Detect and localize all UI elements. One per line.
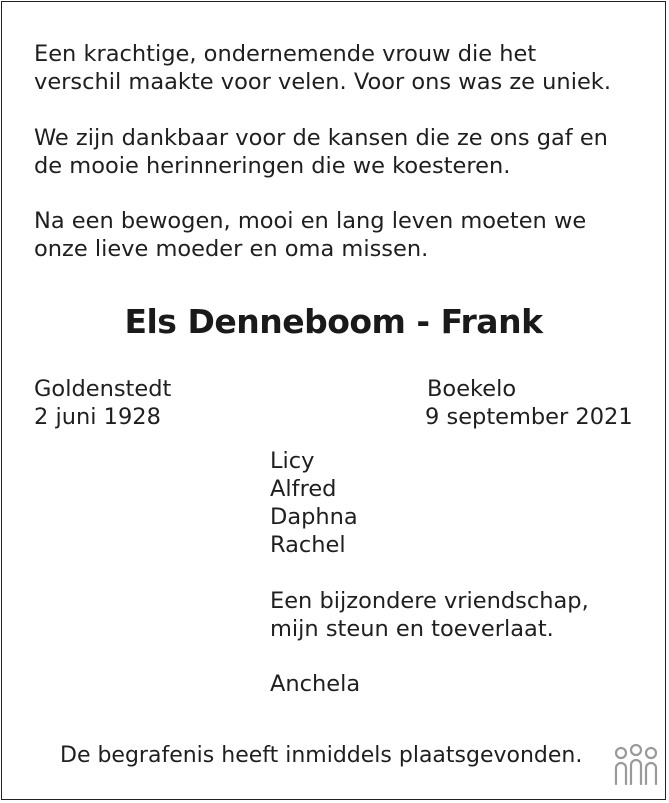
birth-place: Goldenstedt [34,376,172,402]
funeral-note: De begrafenis heeft inmiddels plaatsgevonden. [60,743,583,768]
family-member: Rachel [270,532,346,558]
death-date: 9 september 2021 [425,404,633,430]
intro-line: de mooie herinneringen die we koesteren. [34,153,511,179]
family-member: Licy [270,448,315,474]
friend-name: Anchela [270,671,361,697]
deceased-name: Els Denneboom - Frank [124,302,543,341]
intro-line: Een krachtige, ondernemende vrouw die het [34,41,537,67]
birth-date: 2 juni 1928 [34,404,161,430]
intro-line: verschil maakte voor velen. Voor ons was ze uniek. [34,69,611,95]
intro-line: onze lieve moeder en oma missen. [34,236,429,262]
intro-line: Na een bewogen, mooi en lang leven moeten we [34,208,587,234]
friend-line: Een bijzondere vriendschap, [270,588,589,614]
friend-message [270,587,589,643]
intro-paragraph-1 [34,40,611,96]
intro-line: We zijn dankbaar voor de kansen die ze ons gaf en [34,125,608,151]
family-member: Alfred [270,476,337,502]
family-member: Daphna [270,504,358,530]
death-place: Boekelo [427,376,517,402]
family-list [270,447,358,559]
people-group-icon [612,744,660,788]
intro-paragraph-3 [34,207,586,263]
friend-line: mijn steun en toeverlaat. [270,616,554,642]
intro-paragraph-2 [34,124,608,180]
